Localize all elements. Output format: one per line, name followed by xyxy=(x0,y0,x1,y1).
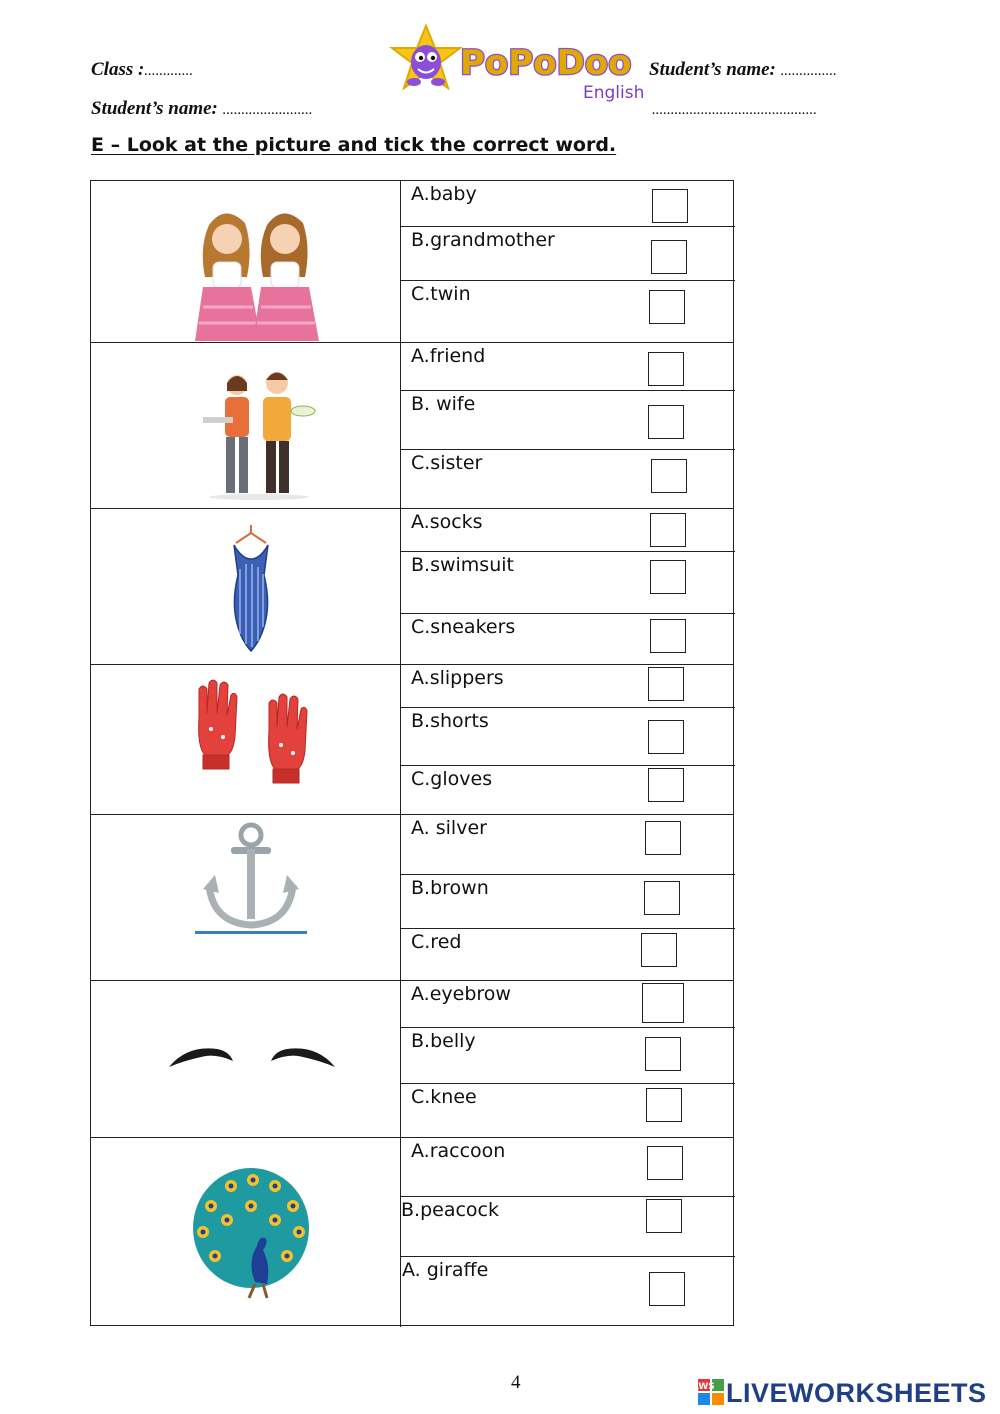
option-label: A.slippers xyxy=(411,667,504,689)
option-label: C.red xyxy=(411,931,462,953)
couple-cooking-image xyxy=(91,343,401,508)
liveworksheets-icon xyxy=(693,1379,726,1407)
option-row xyxy=(401,614,735,665)
gloves-image xyxy=(91,665,401,814)
tick-box[interactable] xyxy=(649,1272,685,1306)
tick-box[interactable] xyxy=(647,1146,683,1180)
option-row xyxy=(401,227,735,281)
class-field xyxy=(91,59,193,81)
student-name-label-left: Student’s name: xyxy=(91,98,218,119)
option-label: A. silver xyxy=(411,817,487,839)
option-row xyxy=(401,509,735,552)
logo-subtext: English xyxy=(583,83,645,103)
extra-dots[interactable]: ............................................ xyxy=(652,102,817,118)
option-row xyxy=(401,815,735,875)
student-name-field-left xyxy=(91,98,313,120)
option-label: B.swimsuit xyxy=(411,554,514,576)
swimsuit-image xyxy=(91,509,401,664)
tick-box[interactable] xyxy=(648,405,684,439)
liveworksheets-icon-letter: LWS xyxy=(693,1382,715,1392)
option-row xyxy=(401,929,735,981)
tick-box[interactable] xyxy=(651,240,687,274)
option-label: A.baby xyxy=(411,183,477,205)
question-row-6 xyxy=(91,981,733,1138)
liveworksheets-brand xyxy=(693,1377,987,1408)
question-row-2 xyxy=(91,343,733,509)
popodoo-logo xyxy=(388,24,650,104)
option-row xyxy=(401,1197,735,1257)
question-row-7 xyxy=(91,1138,733,1327)
option-row xyxy=(401,1138,735,1197)
option-label: B.shorts xyxy=(411,710,489,732)
option-row xyxy=(401,552,735,614)
option-label: C.gloves xyxy=(411,768,493,790)
student-name-field-right xyxy=(649,59,837,81)
option-row xyxy=(401,665,735,708)
tick-box[interactable] xyxy=(646,1199,682,1233)
option-row xyxy=(401,391,735,450)
option-label: B.belly xyxy=(411,1030,476,1052)
tick-box[interactable] xyxy=(648,352,684,386)
option-row xyxy=(401,708,735,766)
option-label: B.brown xyxy=(411,877,489,899)
tick-box[interactable] xyxy=(648,768,684,802)
student-name-label-right: Student’s name: xyxy=(649,59,776,80)
option-label: A.raccoon xyxy=(411,1140,506,1162)
option-label: B.grandmother xyxy=(411,229,555,251)
option-label: A.friend xyxy=(411,345,486,367)
twin-girls-drawing xyxy=(195,207,325,342)
eyebrows-image xyxy=(91,981,401,1137)
class-label: Class : xyxy=(91,59,145,80)
option-row xyxy=(401,981,735,1028)
worksheet-table xyxy=(90,180,734,1326)
tick-box[interactable] xyxy=(652,189,688,223)
tick-box[interactable] xyxy=(646,1088,682,1122)
tick-box[interactable] xyxy=(645,821,681,855)
page-number: 4 xyxy=(511,1372,521,1393)
anchor-image xyxy=(91,815,401,980)
extra-dots-line[interactable] xyxy=(652,98,817,120)
option-row xyxy=(401,1028,735,1084)
option-row xyxy=(401,766,735,815)
liveworksheets-wordmark: LIVEWORKSHEETS xyxy=(726,1377,987,1408)
twin-girls-image xyxy=(91,181,401,342)
logo-text: PoPoDoo xyxy=(460,43,632,83)
tick-box[interactable] xyxy=(648,720,684,754)
tick-box[interactable] xyxy=(648,667,684,701)
option-row xyxy=(401,181,735,227)
eyebrows-drawing xyxy=(167,1039,337,1079)
option-label: A.eyebrow xyxy=(411,983,511,1005)
option-label: C.sister xyxy=(411,452,483,474)
question-row-5 xyxy=(91,815,733,981)
student-name-dots-left[interactable]: ........................ xyxy=(222,102,313,118)
option-label: A. giraffe xyxy=(402,1259,489,1281)
tick-box[interactable] xyxy=(644,881,680,915)
option-row xyxy=(401,450,735,509)
option-label: B.peacock xyxy=(401,1199,499,1221)
option-row xyxy=(401,1084,735,1138)
couple-drawing xyxy=(199,371,319,501)
gloves-drawing xyxy=(191,677,321,787)
anchor-drawing xyxy=(195,819,307,939)
option-row xyxy=(401,875,735,929)
option-row xyxy=(401,1257,735,1327)
option-label: A.socks xyxy=(411,511,483,533)
option-row xyxy=(401,343,735,391)
tick-box[interactable] xyxy=(651,459,687,493)
tick-box[interactable] xyxy=(641,933,677,967)
instruction-heading: E – Look at the picture and tick the correct word. xyxy=(91,134,617,156)
swimsuit-drawing xyxy=(216,519,286,659)
student-name-dots-right[interactable]: ............... xyxy=(780,63,837,79)
peacock-image xyxy=(91,1138,401,1327)
question-row-3 xyxy=(91,509,733,665)
logo-graphic xyxy=(388,24,650,104)
option-label: C.sneakers xyxy=(411,616,516,638)
option-row xyxy=(401,281,735,343)
option-label: C.knee xyxy=(411,1086,477,1108)
tick-box[interactable] xyxy=(650,513,686,547)
tick-box[interactable] xyxy=(645,1037,681,1071)
question-row-4 xyxy=(91,665,733,815)
tick-box[interactable] xyxy=(650,560,686,594)
tick-box[interactable] xyxy=(650,619,686,653)
question-row-1 xyxy=(91,181,733,343)
tick-box[interactable] xyxy=(642,983,684,1023)
tick-box[interactable] xyxy=(649,290,685,324)
class-dots[interactable]: ............. xyxy=(144,63,194,79)
option-label: B. wife xyxy=(411,393,476,415)
peacock-drawing xyxy=(191,1166,315,1300)
option-label: C.twin xyxy=(411,283,471,305)
